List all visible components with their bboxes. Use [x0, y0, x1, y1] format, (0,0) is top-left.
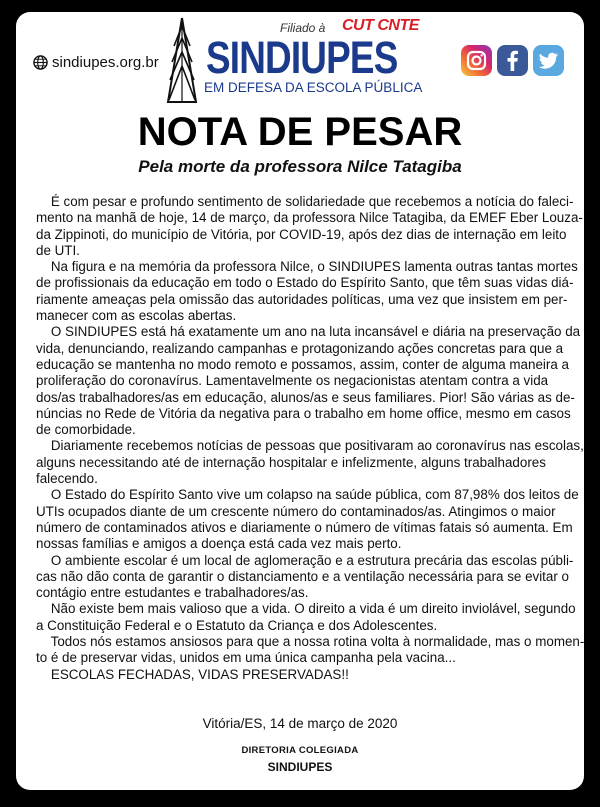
body-line: de comorbidade.: [36, 422, 136, 438]
instagram-icon[interactable]: [461, 45, 492, 76]
signature-union: SINDIUPES: [267, 760, 333, 774]
body-line: da Zippinoti, do município de Vitória, por COVID-19, após dez dias de internação em leito: [36, 226, 567, 242]
body-line: riamente ameaças pela omissão das autoridades políticas, uma vez que insistem em per-: [36, 291, 568, 307]
body-line: falecendo.: [36, 471, 98, 487]
page-subtitle: Pela morte da professora Nilce Tatagiba: [138, 157, 462, 176]
brand-tagline: EM DEFESA DA ESCOLA PÚBLICA: [204, 80, 423, 95]
note-body: [36, 194, 585, 683]
tree-logo-icon: [162, 16, 202, 106]
body-line: número de contaminados ativos e diariamente o número de vítimas fatais só aumenta. Em: [36, 519, 573, 535]
body-line: a Constituição Federal e o Estatuto da Criança e dos Adolescentes.: [36, 617, 438, 633]
cut-cnte-logo: CUT CNTE: [342, 17, 419, 34]
body-line: to é de preservar vidas, unidos em uma única campanha pela vacina...: [36, 650, 456, 666]
twitter-icon[interactable]: [533, 45, 564, 76]
globe-icon: [33, 55, 48, 70]
sindiupes-logo: [162, 16, 424, 106]
body-line: educação se mantenha no modo remoto e possamos, assim, conter de alguma maneira a: [36, 356, 569, 372]
body-line: alguns necessitando até de internação hospitalar e infelizmente, alguns trabalhadores: [36, 454, 546, 470]
brand-name: SINDIUPES: [206, 32, 398, 83]
body-line: UTIs ocupados diante de um crescente número do contaminados/as. Atingimos o maior: [36, 503, 556, 519]
page-title: NOTA DE PESAR: [137, 110, 463, 154]
body-line: Diariamente recebemos notícias de pessoas que positivaram ao coronavírus nas escolas,: [36, 438, 584, 454]
body-line: proliferação do coronavírus. Lamentavelmente os negacionistas atentam contra a vida: [36, 373, 549, 389]
body-line: de profissionais da educação em todo o Estado do Espírito Santo, que têm suas vidas diá-: [36, 275, 574, 291]
website-text: sindiupes.org.br: [52, 54, 159, 71]
body-line: Na figura e na memória da professora Nilce, o SINDIUPES lamenta outras tantas mortes: [36, 259, 578, 275]
body-line: É com pesar e profundo sentimento de solidariedade que recebemos a notícia do faleci-: [36, 194, 574, 209]
signature-board: DIRETORIA COLEGIADA: [241, 745, 359, 756]
date-line: Vitória/ES, 14 de março de 2020: [202, 716, 398, 731]
body-line: Todos nós estamos ansiosos para que a nossa rotina volta à normalidade, mas o momen-: [36, 634, 585, 650]
body-line: O Estado do Espírito Santo vive um colapso na saúde pública, com 87,98% dos leitos de: [36, 487, 579, 503]
body-line: cas não dão conta de garantir o distanciamento e a ventilação necessária para se evitar o: [36, 568, 569, 584]
body-line: nossas famílias e amigos a doença está cada vez mais perto.: [36, 536, 402, 552]
body-line: Não existe bem mais valioso que a vida. O direito a vida é um direito inviolável, segundo: [36, 601, 576, 617]
body-line: contágio entre estudantes e trabalhadores/as.: [36, 585, 309, 601]
body-line: manecer com as escolas abertas.: [36, 308, 237, 324]
body-line: dos/as trabalhadores/as em educação, alunos/as e seus familiares. Pior! São várias as de-: [36, 389, 575, 405]
body-line: mento na manhã de hoje, 14 de março, da professora Nilce Tatagiba, da EMEF Eber Louza-: [36, 210, 583, 226]
body-line: núncias no Rede de Vitória da negativa para o trabalho em home office, mesmo em casos: [36, 405, 571, 421]
facebook-icon[interactable]: [497, 45, 528, 76]
body-line: O ambiente escolar é um local de aglomeração e a estrutura precária das escolas públi-: [36, 552, 574, 568]
body-line: ESCOLAS FECHADAS, VIDAS PRESERVADAS!!: [36, 666, 349, 682]
body-line: O SINDIUPES está há exatamente um ano na luta incansável e diária na preservação da: [36, 324, 581, 340]
affiliation-text: Filiado à: [280, 21, 326, 35]
body-line: de UTI.: [36, 242, 80, 258]
website-link[interactable]: [33, 54, 159, 71]
body-line: vida, denunciando, realizando campanhas e protagonizando ações concretas para que a: [36, 340, 564, 356]
